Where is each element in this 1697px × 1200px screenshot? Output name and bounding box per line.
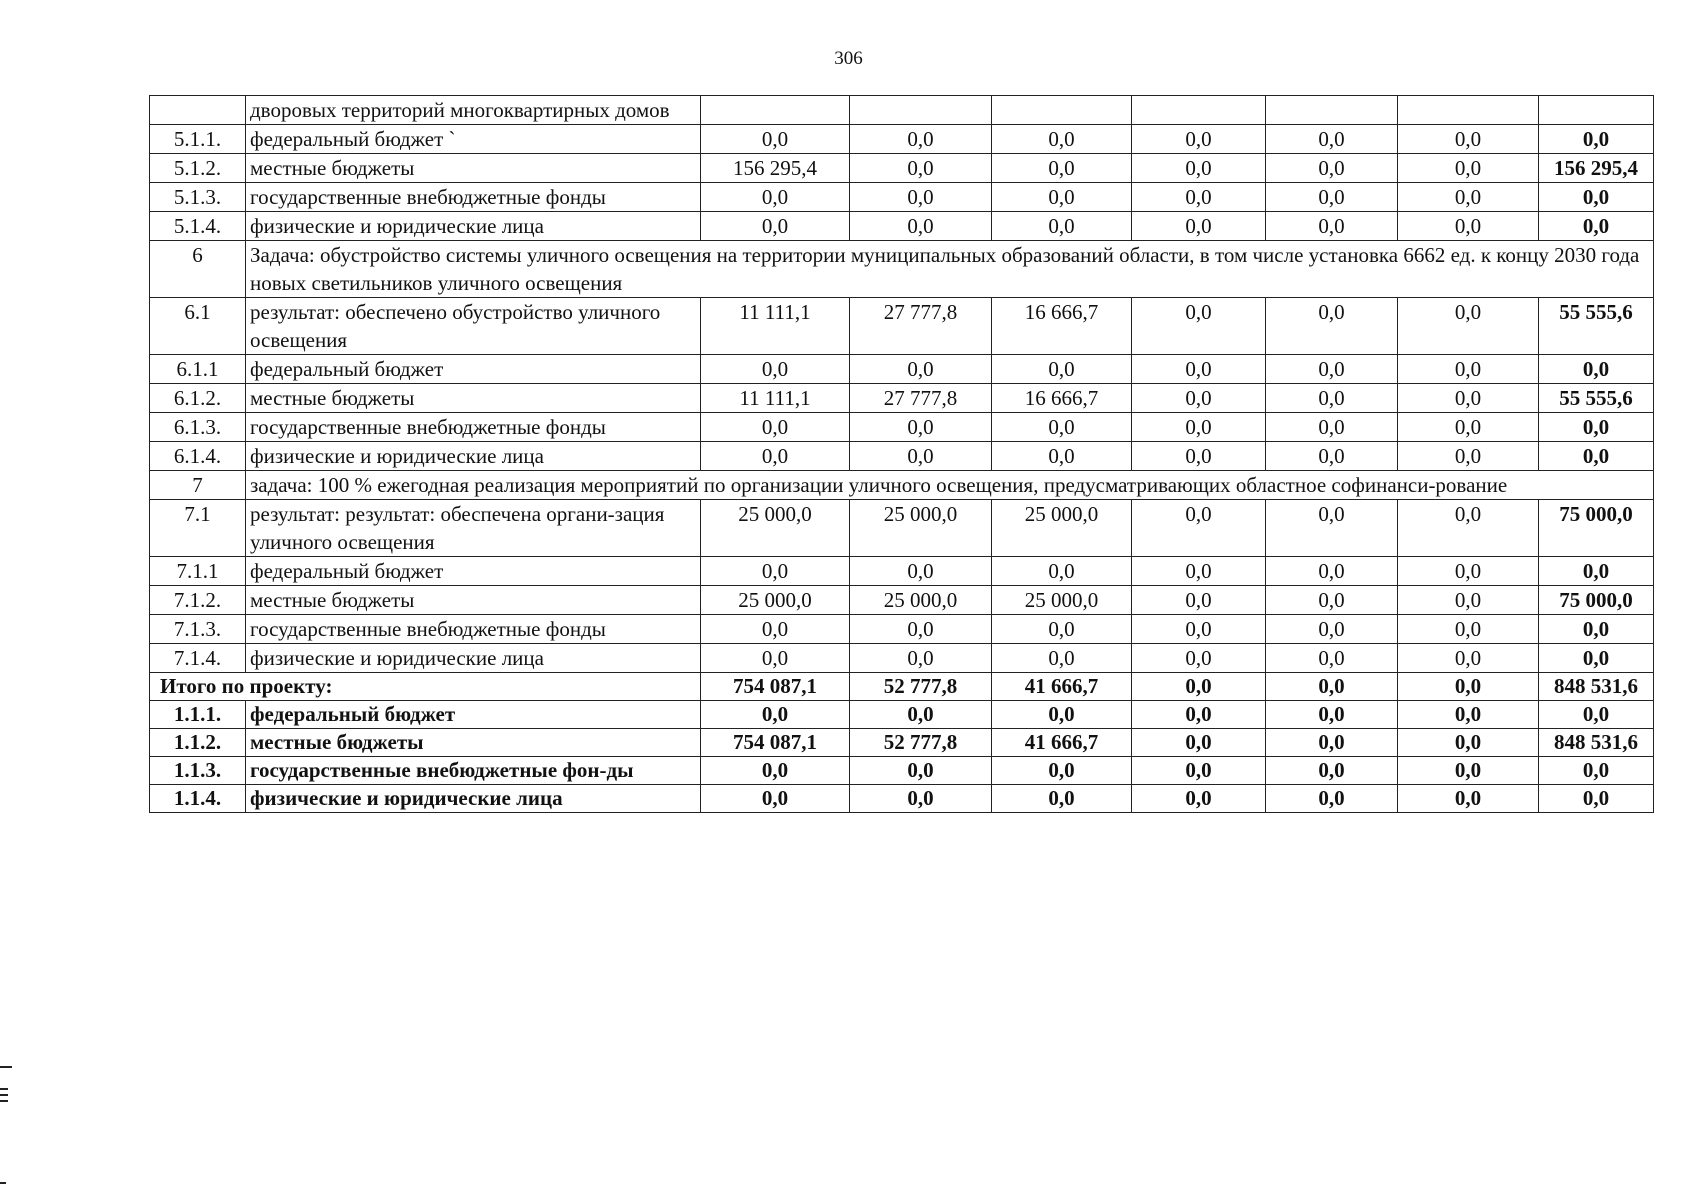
- row-number: 6.1.4.: [150, 442, 246, 471]
- value-cell: 0,0: [1398, 701, 1539, 729]
- value-cell: 0,0: [1266, 701, 1398, 729]
- value-cell: 11 111,1: [701, 384, 850, 413]
- value-cell: 0,0: [1266, 442, 1398, 471]
- summary-breakdown-row: [150, 701, 1654, 729]
- value-cell: [1132, 96, 1266, 125]
- table-row: [150, 183, 1654, 212]
- summary-value: 52 777,8: [850, 673, 992, 701]
- row-description: государственные внебюджетные фонды: [246, 615, 701, 644]
- value-cell: 0,0: [1266, 413, 1398, 442]
- total-cell: 0,0: [1539, 212, 1654, 241]
- value-cell: 0,0: [701, 183, 850, 212]
- row-description: местные бюджеты: [246, 729, 701, 757]
- value-cell: 25 000,0: [850, 500, 992, 557]
- row-number: 7.1.3.: [150, 615, 246, 644]
- total-cell: 0,0: [1539, 644, 1654, 673]
- value-cell: 0,0: [850, 557, 992, 586]
- value-cell: 0,0: [1398, 154, 1539, 183]
- table-row: [150, 125, 1654, 154]
- value-cell: 0,0: [1398, 212, 1539, 241]
- row-description: физические и юридические лица: [246, 785, 701, 813]
- value-cell: 0,0: [701, 785, 850, 813]
- row-description: местные бюджеты: [246, 586, 701, 615]
- value-cell: 0,0: [850, 413, 992, 442]
- total-cell: 0,0: [1539, 413, 1654, 442]
- value-cell: 41 666,7: [992, 729, 1132, 757]
- value-cell: 0,0: [1132, 384, 1266, 413]
- table-row: [150, 96, 1654, 125]
- value-cell: 0,0: [1398, 413, 1539, 442]
- row-number: 1.1.4.: [150, 785, 246, 813]
- value-cell: 25 000,0: [992, 586, 1132, 615]
- row-description: государственные внебюджетные фон-ды: [246, 757, 701, 785]
- margin-mark: [0, 1094, 8, 1096]
- row-description: местные бюджеты: [246, 154, 701, 183]
- value-cell: 0,0: [1266, 154, 1398, 183]
- margin-mark: [0, 1066, 12, 1068]
- value-cell: 0,0: [992, 183, 1132, 212]
- row-number: 7.1: [150, 500, 246, 557]
- total-cell: 848 531,6: [1539, 729, 1654, 757]
- value-cell: 0,0: [1132, 644, 1266, 673]
- value-cell: 0,0: [701, 442, 850, 471]
- margin-mark: [0, 1100, 8, 1102]
- total-cell: 0,0: [1539, 442, 1654, 471]
- row-number: 6.1.3.: [150, 413, 246, 442]
- row-description: результат: обеспечено обустройство уличного освещения: [246, 298, 701, 355]
- value-cell: 0,0: [1132, 557, 1266, 586]
- value-cell: 0,0: [992, 125, 1132, 154]
- margin-mark: [0, 1182, 6, 1184]
- total-cell: 0,0: [1539, 785, 1654, 813]
- summary-breakdown-row: [150, 785, 1654, 813]
- value-cell: 0,0: [992, 557, 1132, 586]
- total-cell: 55 555,6: [1539, 384, 1654, 413]
- row-number: 5.1.2.: [150, 154, 246, 183]
- table-row: [150, 241, 1654, 298]
- value-cell: 0,0: [1132, 500, 1266, 557]
- value-cell: 25 000,0: [992, 500, 1132, 557]
- value-cell: 0,0: [1132, 154, 1266, 183]
- summary-value: 0,0: [1132, 673, 1266, 701]
- row-description: федеральный бюджет `: [246, 125, 701, 154]
- value-cell: 0,0: [1132, 615, 1266, 644]
- table-row: [150, 298, 1654, 355]
- value-cell: 0,0: [1266, 615, 1398, 644]
- row-description: федеральный бюджет: [246, 355, 701, 384]
- value-cell: 0,0: [1398, 757, 1539, 785]
- summary-total: 848 531,6: [1539, 673, 1654, 701]
- table-row: [150, 500, 1654, 557]
- value-cell: 0,0: [1132, 785, 1266, 813]
- summary-breakdown-row: [150, 757, 1654, 785]
- value-cell: 0,0: [850, 183, 992, 212]
- total-cell: 0,0: [1539, 183, 1654, 212]
- value-cell: 0,0: [1266, 586, 1398, 615]
- value-cell: 27 777,8: [850, 298, 992, 355]
- value-cell: 754 087,1: [701, 729, 850, 757]
- value-cell: 0,0: [1266, 384, 1398, 413]
- table-row: [150, 557, 1654, 586]
- summary-value: 41 666,7: [992, 673, 1132, 701]
- value-cell: 0,0: [1398, 557, 1539, 586]
- row-description: государственные внебюджетные фонды: [246, 183, 701, 212]
- value-cell: 156 295,4: [701, 154, 850, 183]
- value-cell: 0,0: [1266, 785, 1398, 813]
- value-cell: 0,0: [1132, 355, 1266, 384]
- value-cell: 0,0: [1132, 183, 1266, 212]
- value-cell: 0,0: [1266, 183, 1398, 212]
- summary-row: [150, 673, 1654, 701]
- total-cell: [1539, 96, 1654, 125]
- value-cell: 0,0: [992, 701, 1132, 729]
- row-description: физические и юридические лица: [246, 442, 701, 471]
- value-cell: 0,0: [1132, 298, 1266, 355]
- value-cell: 0,0: [1398, 442, 1539, 471]
- table-row: [150, 212, 1654, 241]
- table-row: [150, 471, 1654, 500]
- value-cell: 16 666,7: [992, 298, 1132, 355]
- value-cell: 0,0: [850, 615, 992, 644]
- row-number: 7.1.4.: [150, 644, 246, 673]
- value-cell: 0,0: [1398, 500, 1539, 557]
- total-cell: 156 295,4: [1539, 154, 1654, 183]
- value-cell: 0,0: [1132, 442, 1266, 471]
- budget-table: [149, 95, 1654, 813]
- value-cell: [701, 96, 850, 125]
- value-cell: [850, 96, 992, 125]
- value-cell: 0,0: [1398, 729, 1539, 757]
- row-number: 5.1.1.: [150, 125, 246, 154]
- row-description: федеральный бюджет: [246, 701, 701, 729]
- row-description: федеральный бюджет: [246, 557, 701, 586]
- row-number: 1.1.1.: [150, 701, 246, 729]
- value-cell: 25 000,0: [850, 586, 992, 615]
- value-cell: 0,0: [1398, 355, 1539, 384]
- row-number: 6.1.1: [150, 355, 246, 384]
- value-cell: [1398, 96, 1539, 125]
- total-cell: 0,0: [1539, 757, 1654, 785]
- value-cell: 0,0: [1398, 615, 1539, 644]
- row-description: физические и юридические лица: [246, 212, 701, 241]
- page-number: 306: [834, 48, 863, 69]
- value-cell: 0,0: [701, 757, 850, 785]
- value-cell: 0,0: [701, 413, 850, 442]
- value-cell: 0,0: [1266, 644, 1398, 673]
- summary-value: 754 087,1: [701, 673, 850, 701]
- row-number: 1.1.3.: [150, 757, 246, 785]
- summary-breakdown-row: [150, 729, 1654, 757]
- row-number: 7: [150, 471, 246, 500]
- value-cell: 0,0: [1132, 729, 1266, 757]
- value-cell: 0,0: [992, 355, 1132, 384]
- value-cell: 0,0: [992, 644, 1132, 673]
- table-row: [150, 355, 1654, 384]
- table-row: [150, 413, 1654, 442]
- value-cell: 27 777,8: [850, 384, 992, 413]
- value-cell: 25 000,0: [701, 586, 850, 615]
- table-row: [150, 384, 1654, 413]
- value-cell: 0,0: [701, 644, 850, 673]
- table-body: [150, 96, 1654, 813]
- value-cell: 0,0: [1266, 500, 1398, 557]
- table-row: [150, 442, 1654, 471]
- total-cell: 75 000,0: [1539, 586, 1654, 615]
- value-cell: 0,0: [1132, 757, 1266, 785]
- row-description: местные бюджеты: [246, 384, 701, 413]
- row-number: [150, 96, 246, 125]
- summary-label: Итого по проекту:: [150, 673, 701, 701]
- value-cell: 0,0: [850, 442, 992, 471]
- value-cell: 0,0: [1398, 586, 1539, 615]
- value-cell: 0,0: [701, 557, 850, 586]
- row-number: 7.1.2.: [150, 586, 246, 615]
- value-cell: 0,0: [1266, 729, 1398, 757]
- row-description: результат: результат: обеспечена органи-зация уличного освещения: [246, 500, 701, 557]
- row-description: дворовых территорий многоквартирных домов: [246, 96, 701, 125]
- table-row: [150, 615, 1654, 644]
- value-cell: 0,0: [701, 125, 850, 154]
- value-cell: 0,0: [1266, 125, 1398, 154]
- value-cell: 0,0: [850, 644, 992, 673]
- value-cell: 11 111,1: [701, 298, 850, 355]
- value-cell: 0,0: [992, 757, 1132, 785]
- value-cell: 0,0: [992, 785, 1132, 813]
- value-cell: 0,0: [850, 154, 992, 183]
- row-number: 7.1.1: [150, 557, 246, 586]
- total-cell: 0,0: [1539, 125, 1654, 154]
- value-cell: 0,0: [1266, 557, 1398, 586]
- summary-value: 0,0: [1266, 673, 1398, 701]
- value-cell: 0,0: [1398, 785, 1539, 813]
- value-cell: 0,0: [992, 154, 1132, 183]
- value-cell: 52 777,8: [850, 729, 992, 757]
- table-row: [150, 586, 1654, 615]
- value-cell: 25 000,0: [701, 500, 850, 557]
- row-number: 5.1.3.: [150, 183, 246, 212]
- value-cell: 0,0: [701, 212, 850, 241]
- value-cell: 0,0: [701, 355, 850, 384]
- value-cell: 0,0: [992, 413, 1132, 442]
- value-cell: 0,0: [1132, 701, 1266, 729]
- value-cell: 0,0: [1132, 212, 1266, 241]
- value-cell: 0,0: [701, 615, 850, 644]
- value-cell: 0,0: [1266, 757, 1398, 785]
- value-cell: 0,0: [992, 212, 1132, 241]
- value-cell: [1266, 96, 1398, 125]
- value-cell: 16 666,7: [992, 384, 1132, 413]
- section-task-text: задача: 100 % ежегодная реализация мероприятий по организации уличного освещения, предусматривающих областное софинанси-рование: [246, 471, 1654, 500]
- value-cell: 0,0: [1266, 298, 1398, 355]
- value-cell: 0,0: [850, 757, 992, 785]
- value-cell: 0,0: [1398, 183, 1539, 212]
- value-cell: 0,0: [1398, 384, 1539, 413]
- total-cell: 0,0: [1539, 615, 1654, 644]
- value-cell: 0,0: [1266, 212, 1398, 241]
- value-cell: 0,0: [1132, 586, 1266, 615]
- total-cell: 75 000,0: [1539, 500, 1654, 557]
- margin-mark: [0, 1088, 8, 1090]
- value-cell: 0,0: [701, 701, 850, 729]
- total-cell: 0,0: [1539, 355, 1654, 384]
- value-cell: 0,0: [1398, 125, 1539, 154]
- table-row: [150, 154, 1654, 183]
- value-cell: 0,0: [1132, 413, 1266, 442]
- value-cell: 0,0: [850, 785, 992, 813]
- value-cell: [992, 96, 1132, 125]
- value-cell: 0,0: [850, 125, 992, 154]
- value-cell: 0,0: [850, 355, 992, 384]
- table-row: [150, 644, 1654, 673]
- row-description: государственные внебюджетные фонды: [246, 413, 701, 442]
- section-task-text: Задача: обустройство системы уличного освещения на территории муниципальных образований области, в том числе установка 6662 ед. к концу 2030 года новых светильников уличного освещения: [246, 241, 1654, 298]
- value-cell: 0,0: [850, 701, 992, 729]
- value-cell: 0,0: [992, 615, 1132, 644]
- total-cell: 55 555,6: [1539, 298, 1654, 355]
- row-description: физические и юридические лица: [246, 644, 701, 673]
- summary-value: 0,0: [1398, 673, 1539, 701]
- row-number: 6: [150, 241, 246, 298]
- value-cell: 0,0: [1398, 644, 1539, 673]
- total-cell: 0,0: [1539, 701, 1654, 729]
- row-number: 6.1: [150, 298, 246, 355]
- value-cell: 0,0: [1398, 298, 1539, 355]
- value-cell: 0,0: [1132, 125, 1266, 154]
- value-cell: 0,0: [1266, 355, 1398, 384]
- row-number: 1.1.2.: [150, 729, 246, 757]
- value-cell: 0,0: [992, 442, 1132, 471]
- row-number: 6.1.2.: [150, 384, 246, 413]
- row-number: 5.1.4.: [150, 212, 246, 241]
- total-cell: 0,0: [1539, 557, 1654, 586]
- value-cell: 0,0: [850, 212, 992, 241]
